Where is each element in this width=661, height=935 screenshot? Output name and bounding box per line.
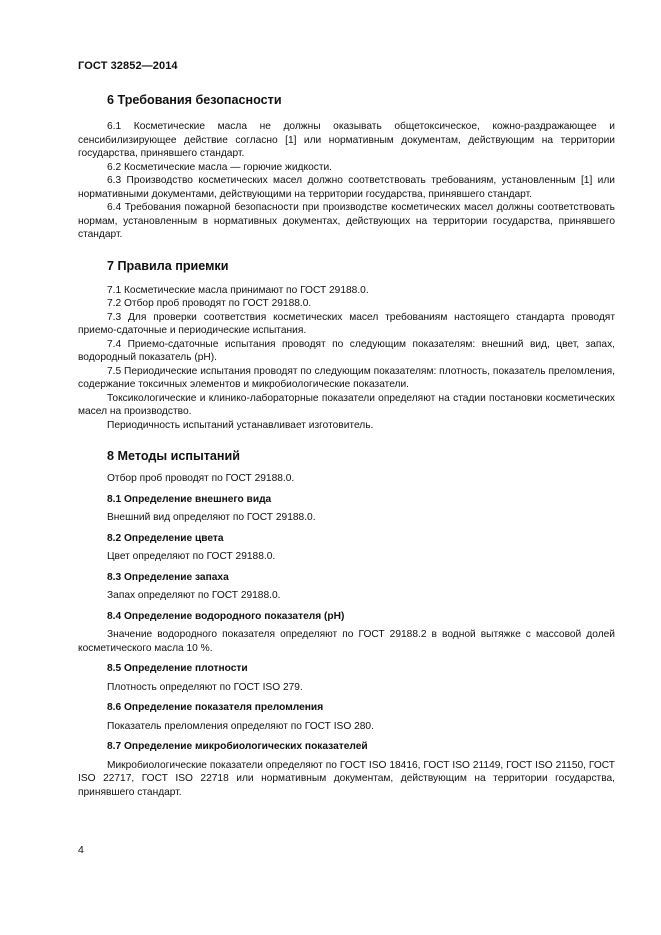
subsection-8-2-title: 8.2 Определение цвета bbox=[107, 532, 224, 544]
paragraph-6-3: 6.3 Производство косметических масел должно соответствовать требованиям, установленным [1] или нормативными документами, действующими на территории государства, принявшего стандарт. bbox=[78, 175, 615, 200]
paragraph-7-3: 7.3 Для проверки соответствия косметических масел требованиям настоящего стандарта проводят приемо-сдаточные и периодические испытания. bbox=[78, 311, 615, 336]
subsection-8-3-title: 8.3 Определение запаха bbox=[107, 571, 229, 583]
paragraph-6-2: 6.2 Косметические масла — горючие жидкости. bbox=[107, 161, 333, 173]
subsection-8-6-text: Показатель преломления определяют по ГОСТ ISO 280. bbox=[107, 720, 374, 732]
subsection-8-1-title: 8.1 Определение внешнего вида bbox=[107, 493, 272, 505]
subsection-8-4-text: Значение водородного показателя определяют по ГОСТ 29188.2 в водной вытяжке с массовой долей косметического масла 10 %. bbox=[78, 629, 615, 654]
subsection-8-5-text: Плотность определяют по ГОСТ ISO 279. bbox=[107, 681, 303, 693]
subsection-8-7-title: 8.7 Определение микробиологических показателей bbox=[107, 741, 368, 752]
subsection-8-2-text: Цвет определяют по ГОСТ 29188.0. bbox=[107, 551, 276, 562]
section-7-title: 7 Правила приемки bbox=[107, 258, 229, 273]
paragraph-7-2: 7.2 Отбор проб проводят по ГОСТ 29188.0. bbox=[107, 298, 312, 309]
document-code-header: ГОСТ 32852—2014 bbox=[78, 60, 178, 72]
paragraph-7-4: 7.4 Приемо-сдаточные испытания проводят по следующим показателям: внешний вид, цвет, запах, водородный показатель (pH). bbox=[78, 338, 615, 363]
subsection-8-4-title: 8.4 Определение водородного показателя (pH) bbox=[107, 610, 345, 622]
page-number: 4 bbox=[78, 844, 84, 856]
document-body bbox=[78, 92, 615, 799]
subsection-8-7-text: Микробиологические показатели определяют по ГОСТ ISO 18416, ГОСТ ISO 21149, ГОСТ ISO 21150, ГОСТ ISO 22717, ГОСТ ISO 22718 или нормативным документам, действующим на территории государства, принявшего стандарт. bbox=[78, 759, 615, 798]
subsection-8-6-title: 8.6 Определение показателя преломления bbox=[107, 702, 324, 713]
section-8-title: 8 Методы испытаний bbox=[107, 449, 240, 463]
paragraph-7-5: 7.5 Периодические испытания проводят по следующим показателям: плотность, показатель преломления, содержание токсичных элементов и микробиологические показатели. bbox=[78, 365, 615, 390]
paragraph-6-4: 6.4 Требования пожарной безопасности при производстве косметических масел должны соответствовать нормам, установленным в нормативных документах, действующих на территории государства, принявшего стандарт. bbox=[78, 202, 615, 240]
subsection-8-5-title: 8.5 Определение плотности bbox=[107, 663, 248, 674]
paragraph-8-intro: Отбор проб проводят по ГОСТ 29188.0. bbox=[107, 473, 295, 484]
paragraph-7-1: 7.1 Косметические масла принимают по ГОСТ 29188.0. bbox=[107, 284, 369, 296]
subsection-8-1-text: Внешний вид определяют по ГОСТ 29188.0. bbox=[107, 512, 316, 523]
subsection-8-3-text: Запах определяют по ГОСТ 29188.0. bbox=[107, 590, 281, 601]
paragraph-7-periodicity: Периодичность испытаний устанавливает изготовитель. bbox=[107, 419, 374, 431]
paragraph-7-toxicology: Токсикологические и клинико-лабораторные показатели определяют на стадии постановки косметических масел на производство. bbox=[78, 392, 615, 417]
section-6-title: 6 Требования безопасности bbox=[107, 93, 282, 107]
paragraph-6-1: 6.1 Косметические масла не должны оказывать общетоксическое, кожно-раздражающее и сенсибилизирующее действие согласно [1] или нормативным документам, действующим на территории государства, принявшего стандарт. bbox=[78, 121, 615, 159]
